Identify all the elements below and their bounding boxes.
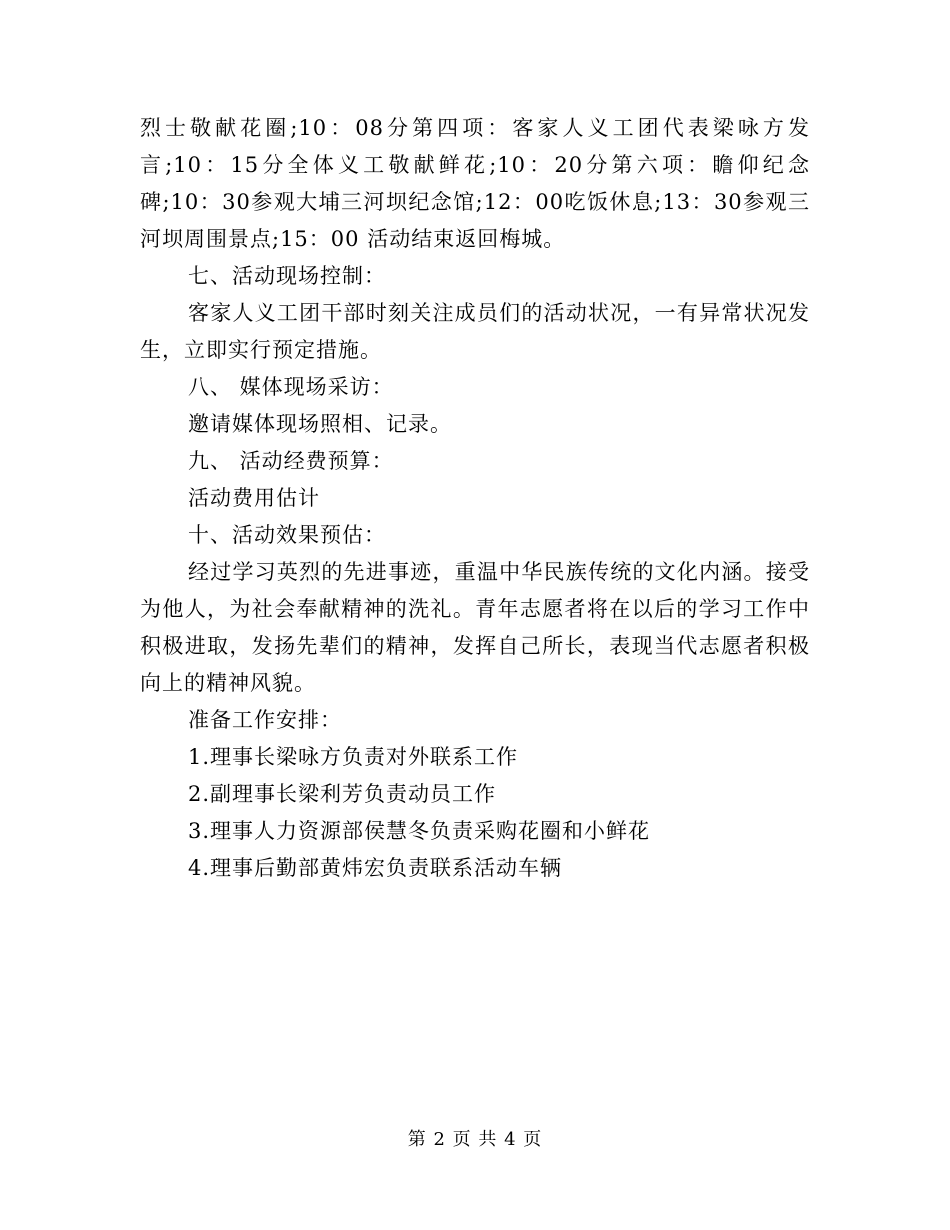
list-item: 4.理事后勤部黄炜宏负责联系活动车辆 — [188, 856, 563, 880]
section-heading-8: 八、 媒体现场采访： — [188, 375, 394, 399]
budget-paragraph: 活动费用估计 — [188, 486, 320, 510]
effect-paragraph: 经过学习英烈的先进事迹，重温中华民族传统的文化内涵。接受为他人，为社会奉献精神的洗礼。青年志愿者将在以后的学习工作中积极进取，发扬先辈们的精神，发挥自己所长，表现当代志愿者积极向上的精神风貌。 — [140, 560, 810, 695]
media-paragraph: 邀请媒体现场照相、记录。 — [188, 412, 452, 436]
page-number-footer: 第 2 页 共 4 页 — [407, 1129, 543, 1150]
list-item: 3.理事人力资源部侯慧冬负责采购花圈和小鲜花 — [188, 819, 651, 843]
list-item: 1.理事长梁咏方负责对外联系工作 — [188, 745, 519, 769]
section-heading-9: 九、 活动经费预算： — [188, 449, 394, 473]
preparation-heading: 准备工作安排： — [188, 708, 342, 732]
site-control-paragraph: 客家人义工团干部时刻关注成员们的活动状况，一有异常状况发生，立即实行预定措施。 — [140, 301, 810, 362]
list-item: 2.副理事长梁利芳负责动员工作 — [188, 782, 497, 806]
section-heading-10: 十、活动效果预估： — [188, 523, 386, 547]
schedule-paragraph: 烈士敬献花圈;10：08分第四项：客家人义工团代表梁咏方发言;10：15分全体义工敬献鲜花;10：20分第六项：瞻仰纪念碑;10：30参观大埔三河坝纪念馆;12：00吃饭休息;13：30参观三河坝周围景点;15：00 活动结束返回梅城。 — [140, 116, 810, 251]
document-body — [140, 110, 810, 887]
section-heading-7: 七、活动现场控制： — [188, 264, 386, 288]
